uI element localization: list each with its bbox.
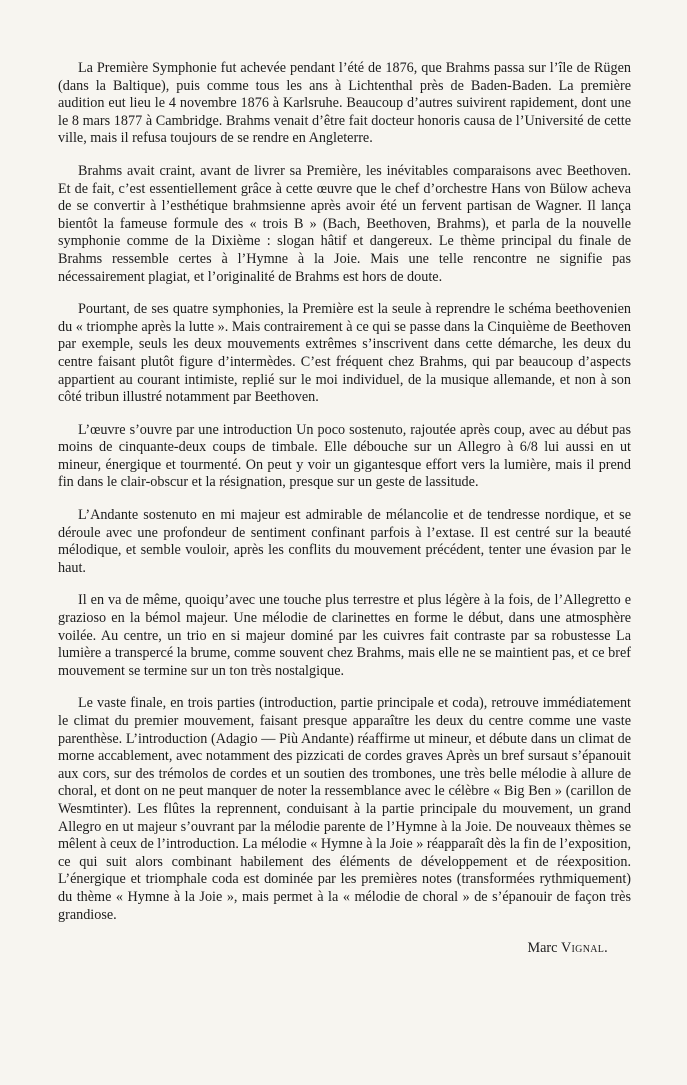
paragraph-2: Brahms avait craint, avant de livrer sa Première, les inévitables comparaisons avec Beethoven. Et de fait, c’est essentiellement grâce à cette œuvre que le chef d’orchestre Hans von Bülow acheva de se convertir à l’esthétique brahmsienne après avoir été un fervent partisan de Wagner. Il lança bientôt la fameuse formule des « trois B » (Bach, Beethoven, Brahms), et parla de la nouvelle symphonie comme de la Dixième : slogan hâtif et dangereux. Le thème principal du finale de Brahms ressemble certes à l’Hymne à la Joie. Mais une telle rencontre ne signifie pas nécessairement plagiat, et l’originalité de Brahms est hors de doute. — [58, 162, 631, 285]
paragraph-6: Il en va de même, quoiqu’avec une touche plus terrestre et plus légère à la fois, de l’Allegretto e grazioso en la bémol majeur. Une mélodie de clarinettes en forme le début, dans une atmosphère voilée. Au centre, un trio en si majeur dominé par les cuivres fait contraste par sa robustesse La lumière a transpercé la brume, comme souvent chez Brahms, mais elle ne se maintient pas, et ce bref mouvement se termine sur un ton très nostalgique. — [58, 592, 631, 679]
author-first-name: Marc — [527, 940, 558, 957]
paragraph-5: L’Andante sostenuto en mi majeur est admirable de mélancolie et de tendresse nordique, et se déroule avec une profondeur de sentiment confinant parfois à l’extase. Il est centré sur la beauté mélodique, et semble vouloir, après les conflits du mouvement précédent, tenter une évasion par le haut. — [58, 507, 631, 576]
paragraph-1: La Première Symphonie fut achevée pendant l’été de 1876, que Brahms passa sur l’île de Rügen (dans la Baltique), puis comme tous les ans à Lichtenthal près de Baden-Baden. La première audition eut lieu le 4 novembre 1876 à Karlsruhe. Beaucoup d’autres suivirent rapidement, dont une le 8 mars 1877 à Cambridge. Brahms venait d’être fait docteur honoris causa de l’Université de cette ville, mais il refusa toujours de se rendre en Angleterre. — [58, 60, 631, 147]
paragraph-4: L’œuvre s’ouvre par une introduction Un poco sostenuto, rajoutée après coup, avec au début pas moins de cinquante-deux coups de timbale. Elle débouche sur un Allegro à 6/8 lui aussi en ut mineur, énergique et tourmenté. On peut y voir un gigantesque effort vers la lumière, mais il prend fin dans le clair-obscur et la résignation, presque sur un geste de lassitude. — [58, 421, 631, 491]
author-signature — [58, 939, 631, 957]
paragraph-3: Pourtant, de ses quatre symphonies, la Première est la seule à reprendre le schéma beethovenien du « triomphe après la lutte ». Mais contrairement à ce qui se passe dans la Cinquième de Beethoven par exemple, seuls les deux mouvements extrêmes s’inscrivent dans cette démarche, les deux du centre faisant plutôt figure d’intermèdes. C’est fréquent chez Brahms, qui par beaucoup d’aspects appartient au courant intimiste, replié sur le moi individuel, de la musique allemande, et non à son côté tribun illustré notamment par Beethoven. — [58, 301, 631, 406]
paragraph-7: Le vaste finale, en trois parties (introduction, partie principale et coda), retrouve immédiatement le climat du premier mouvement, faisant presque apparaître les deux du centre comme une vaste parenthèse. L’introduction (Adagio — Più Andante) réaffirme ut mineur, et débute dans un climat de morne accablement, avec notamment des pizzicati de cordes graves Après un bref sursaut s’épanouit aux cors, sur des trémolos de cordes et un soutien des trombones, une très belle mélodie à allure de choral, et dont on ne peut manquer de noter la ressemblance avec le célèbre « Big Ben » (carillon de Wesmtinter). Les flûtes la reprennent, conduisant à la partie principale du mouvement, un grand Allegro en ut majeur s’ouvrant par la mélodie parente de l’Hymne à la Joie. De nouveaux thèmes se mêlent à ceux de l’introduction. La mélodie « Hymne à la Joie » réapparaît dès la fin de l’exposition, ce qui suit alors combinant habilement des éléments de développement et de réexposition. L’énergique et triomphale coda est dominée par les premières notes (transformées rythmiquement) du thème « Hymne à la Joie », mais permet à la « mélodie de choral » de s’épanouir de façon très grandiose. — [58, 695, 631, 923]
author-last-name: Vignal. — [561, 940, 608, 957]
